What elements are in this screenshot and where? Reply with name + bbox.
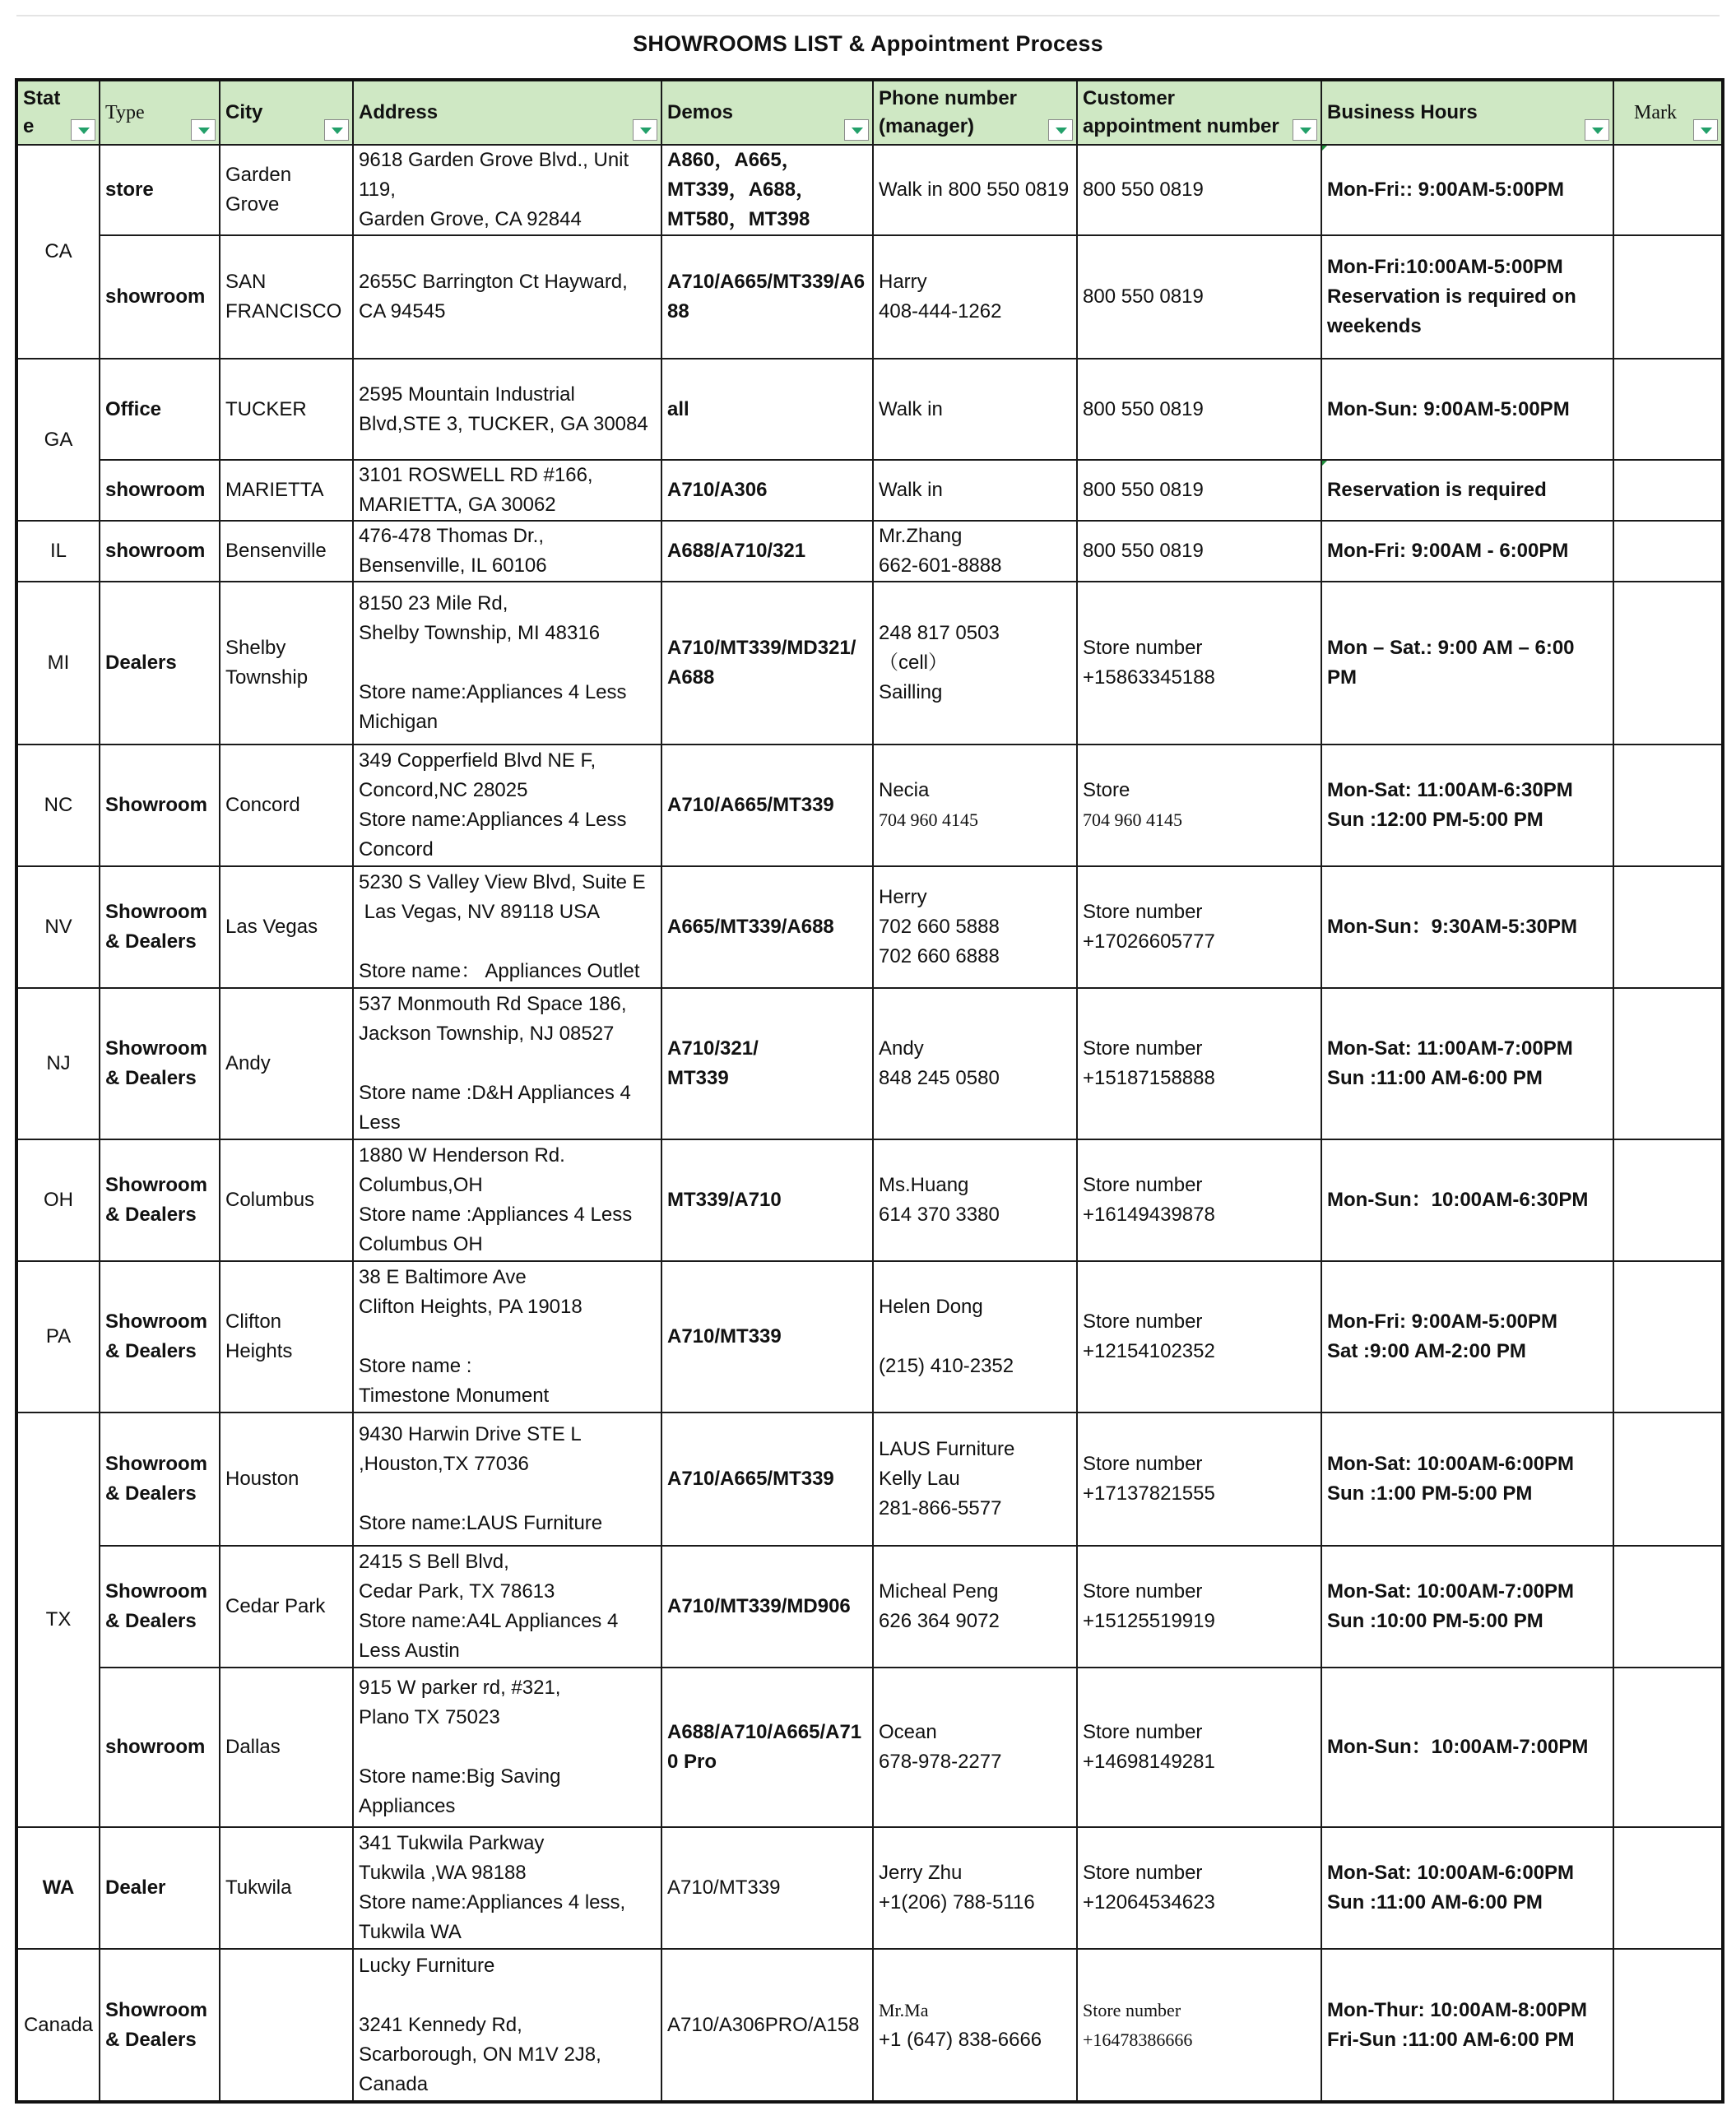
demos-cell: A710/MT339/MD321/A688 [661, 582, 873, 745]
hours-cell: Mon-Sun：9:30AM-5:30PM [1321, 866, 1613, 988]
mark-filter-dropdown-icon[interactable] [1693, 119, 1718, 141]
address-cell: 476-478 Thomas Dr., Bensenville, IL 60106 [353, 521, 661, 582]
table-row [16, 1139, 1723, 1261]
phone-cell: Helen Dong (215) 410-2352 [873, 1261, 1077, 1413]
address-cell: 2595 Mountain Industrial Blvd,STE 3, TUCKER, GA 30084 [353, 359, 661, 460]
phone-cell: Andy 848 245 0580 [873, 988, 1077, 1139]
table-row [16, 1546, 1723, 1668]
phone-cell: Ms.Huang 614 370 3380 [873, 1139, 1077, 1261]
table-row [16, 745, 1723, 866]
state-cell: IL [16, 521, 100, 582]
table-row [16, 1949, 1723, 2102]
address-filter-dropdown-icon[interactable] [633, 119, 657, 141]
customer-cell: Store number +15187158888 [1077, 988, 1321, 1139]
col-header-hours: Business Hours [1321, 80, 1613, 145]
demos-cell: A688/A710/A665/A710 Pro [661, 1668, 873, 1827]
showrooms-table [15, 78, 1724, 2104]
type-cell: Dealers [100, 582, 220, 745]
city-cell: Houston [220, 1413, 353, 1546]
col-header-mark: Mark [1613, 80, 1723, 145]
city-cell: Dallas [220, 1668, 353, 1827]
col-header-phone: Phone number (manager) [873, 80, 1077, 145]
mark-cell [1613, 1949, 1723, 2102]
city-cell: MARIETTA [220, 460, 353, 521]
table-row [16, 866, 1723, 988]
phone-cell: Herry 702 660 5888 702 660 6888 [873, 866, 1077, 988]
col-header-address: Address [353, 80, 661, 145]
address-cell: 2655C Barrington Ct Hayward, CA 94545 [353, 235, 661, 359]
mark-cell [1613, 521, 1723, 582]
hours-cell: Mon-Sun：10:00AM-6:30PM [1321, 1139, 1613, 1261]
address-cell: 537 Monmouth Rd Space 186, Jackson Township, NJ 08527 Store name :D&H Appliances 4 Less [353, 988, 661, 1139]
address-cell: 8150 23 Mile Rd, Shelby Township, MI 48316 Store name:Appliances 4 Less Michigan [353, 582, 661, 745]
state-cell: CA [16, 145, 100, 359]
address-cell: 915 W parker rd, #321, Plano TX 75023 Store name:Big Saving Appliances [353, 1668, 661, 1827]
state-cell: OH [16, 1139, 100, 1261]
state-cell: PA [16, 1261, 100, 1413]
hours-cell: Mon-Sat: 11:00AM-6:30PM Sun :12:00 PM-5:00 PM [1321, 745, 1613, 866]
customer-cell: Store number +16149439878 [1077, 1139, 1321, 1261]
state-cell: NC [16, 745, 100, 866]
type-cell: Showroom & Dealers [100, 1413, 220, 1546]
type-cell: Showroom & Dealers [100, 1546, 220, 1668]
mark-cell [1613, 1546, 1723, 1668]
mark-cell [1613, 460, 1723, 521]
demos-cell: A710/A306PRO/A158 [661, 1949, 873, 2102]
table-row [16, 460, 1723, 521]
state-cell: TX [16, 1413, 100, 1827]
customer-cell: Store number +12064534623 [1077, 1827, 1321, 1949]
mark-cell [1613, 1827, 1723, 1949]
phone-cell: Walk in [873, 359, 1077, 460]
state-cell: MI [16, 582, 100, 745]
table-row [16, 145, 1723, 235]
customer-cell: 800 550 0819 [1077, 521, 1321, 582]
demos-cell: A665/MT339/A688 [661, 866, 873, 988]
address-cell: 9618 Garden Grove Blvd., Unit 119, Garden Grove, CA 92844 [353, 145, 661, 235]
state-cell: NJ [16, 988, 100, 1139]
customer-cell: 800 550 0819 [1077, 460, 1321, 521]
type-cell: Showroom & Dealers [100, 1261, 220, 1413]
phone-cell: Mr.Zhang 662-601-8888 [873, 521, 1077, 582]
demos-cell: A860，A665， MT339，A688， MT580，MT398 [661, 145, 873, 235]
phone-cell: Walk in 800 550 0819 [873, 145, 1077, 235]
hours-cell: Mon-Thur: 10:00AM-8:00PM Fri-Sun :11:00 AM-6:00 PM [1321, 1949, 1613, 2102]
state-cell: NV [16, 866, 100, 988]
phone-cell: LAUS Furniture Kelly Lau 281-866-5577 [873, 1413, 1077, 1546]
table-row [16, 235, 1723, 359]
table-row [16, 988, 1723, 1139]
customer-cell: Store number +17137821555 [1077, 1413, 1321, 1546]
hours-cell: Mon-Fri: 9:00AM-5:00PM Sat :9:00 AM-2:00 PM [1321, 1261, 1613, 1413]
demos-cell: A710/A665/MT339/A688 [661, 235, 873, 359]
table-row [16, 359, 1723, 460]
table-row [16, 1261, 1723, 1413]
type-cell: Office [100, 359, 220, 460]
mark-cell [1613, 235, 1723, 359]
hours-cell: Mon-Sun：10:00AM-7:00PM [1321, 1668, 1613, 1827]
mark-cell [1613, 1413, 1723, 1546]
address-cell: 3101 ROSWELL RD #166, MARIETTA, GA 30062 [353, 460, 661, 521]
mark-cell [1613, 1261, 1723, 1413]
customer-cell: Store number +15863345188 [1077, 582, 1321, 745]
city-cell: Shelby Township [220, 582, 353, 745]
hours-filter-dropdown-icon[interactable] [1585, 119, 1609, 141]
mark-cell [1613, 582, 1723, 745]
type-cell: showroom [100, 235, 220, 359]
address-cell: 5230 S Valley View Blvd, Suite E Las Vegas, NV 89118 USA Store name： Appliances Outlet [353, 866, 661, 988]
demos-cell: all [661, 359, 873, 460]
type-cell: Dealer [100, 1827, 220, 1949]
phone-cell: Mr.Ma +1 (647) 838-6666 [873, 1949, 1077, 2102]
hours-cell: Mon-Sun: 9:00AM-5:00PM [1321, 359, 1613, 460]
city-cell: Cedar Park [220, 1546, 353, 1668]
address-cell: 349 Copperfield Blvd NE F, Concord,NC 28025 Store name:Appliances 4 Less Concord [353, 745, 661, 866]
phone-cell: Necia 704 960 4145 [873, 745, 1077, 866]
address-cell: 38 E Baltimore Ave Clifton Heights, PA 19018 Store name : Timestone Monument [353, 1261, 661, 1413]
type-cell: Showroom & Dealers [100, 1139, 220, 1261]
city-filter-dropdown-icon[interactable] [324, 119, 349, 141]
city-cell: Garden Grove [220, 145, 353, 235]
demos-cell: A710/A665/MT339 [661, 1413, 873, 1546]
table-row [16, 1827, 1723, 1949]
phone-cell: 248 817 0503 （cell） Sailling [873, 582, 1077, 745]
table-row [16, 582, 1723, 745]
mark-cell [1613, 1139, 1723, 1261]
type-cell: Showroom & Dealers [100, 988, 220, 1139]
hours-cell: Mon-Sat: 10:00AM-7:00PM Sun :10:00 PM-5:00 PM [1321, 1546, 1613, 1668]
customer-cell: Store number +17026605777 [1077, 866, 1321, 988]
customer-cell: Store number +14698149281 [1077, 1668, 1321, 1827]
type-cell: showroom [100, 1668, 220, 1827]
city-cell: SAN FRANCISCO [220, 235, 353, 359]
phone-cell: Harry 408-444-1262 [873, 235, 1077, 359]
mark-cell [1613, 988, 1723, 1139]
demos-cell: A710/A306 [661, 460, 873, 521]
table-row [16, 521, 1723, 582]
customer-cell: 800 550 0819 [1077, 145, 1321, 235]
demos-cell: A710/MT339 [661, 1827, 873, 1949]
type-cell: Showroom & Dealers [100, 1949, 220, 2102]
hours-cell: Reservation is required [1321, 460, 1613, 521]
mark-cell [1613, 145, 1723, 235]
col-header-state: State [16, 80, 100, 145]
hours-cell: Mon-Sat: 11:00AM-7:00PM Sun :11:00 AM-6:00 PM [1321, 988, 1613, 1139]
address-cell: 341 Tukwila Parkway Tukwila ,WA 98188 Store name:Appliances 4 less, Tukwila WA [353, 1827, 661, 1949]
col-header-type: Type [100, 80, 220, 145]
type-cell: showroom [100, 521, 220, 582]
city-cell: Bensenville [220, 521, 353, 582]
demos-cell: MT339/A710 [661, 1139, 873, 1261]
top-divider [16, 15, 1720, 16]
mark-cell [1613, 1668, 1723, 1827]
address-cell: 2415 S Bell Blvd, Cedar Park, TX 78613 Store name:A4L Appliances 4 Less Austin [353, 1546, 661, 1668]
customer-cell: Store number +15125519919 [1077, 1546, 1321, 1668]
customer-cell: 800 550 0819 [1077, 235, 1321, 359]
city-cell: Clifton Heights [220, 1261, 353, 1413]
city-cell [220, 1949, 353, 2102]
phone-filter-dropdown-icon[interactable] [1048, 119, 1073, 141]
phone-cell: Jerry Zhu +1(206) 788-5116 [873, 1827, 1077, 1949]
demos-cell: A710/A665/MT339 [661, 745, 873, 866]
header-row [16, 80, 1723, 145]
state-cell: GA [16, 359, 100, 521]
hours-cell: Mon-Sat: 10:00AM-6:00PM Sun :1:00 PM-5:00 PM [1321, 1413, 1613, 1546]
customer-cell: Store number +12154102352 [1077, 1261, 1321, 1413]
col-header-demos: Demos [661, 80, 873, 145]
type-filter-dropdown-icon[interactable] [191, 119, 216, 141]
type-cell: store [100, 145, 220, 235]
col-header-customer: Customer appointment number [1077, 80, 1321, 145]
city-cell: Concord [220, 745, 353, 866]
type-cell: Showroom & Dealers [100, 866, 220, 988]
city-cell: Las Vegas [220, 866, 353, 988]
type-cell: showroom [100, 460, 220, 521]
table-row [16, 1668, 1723, 1827]
hours-cell: Mon-Sat: 10:00AM-6:00PM Sun :11:00 AM-6:00 PM [1321, 1827, 1613, 1949]
city-cell: Andy [220, 988, 353, 1139]
state-cell: Canada [16, 1949, 100, 2102]
mark-cell [1613, 745, 1723, 866]
demos-filter-dropdown-icon[interactable] [844, 119, 869, 141]
state-filter-dropdown-icon[interactable] [71, 119, 95, 141]
hours-cell: Mon-Fri:: 9:00AM-5:00PM [1321, 145, 1613, 235]
phone-cell: Walk in [873, 460, 1077, 521]
city-cell: TUCKER [220, 359, 353, 460]
address-cell: 9430 Harwin Drive STE L ,Houston,TX 77036 Store name:LAUS Furniture [353, 1413, 661, 1546]
mark-cell [1613, 866, 1723, 988]
phone-cell: Ocean 678-978-2277 [873, 1668, 1077, 1827]
address-cell: Lucky Furniture 3241 Kennedy Rd, Scarborough, ON M1V 2J8, Canada [353, 1949, 661, 2102]
hours-cell: Mon – Sat.: 9:00 AM – 6:00 PM [1321, 582, 1613, 745]
type-cell: Showroom [100, 745, 220, 866]
demos-cell: A710/MT339/MD906 [661, 1546, 873, 1668]
city-cell: Columbus [220, 1139, 353, 1261]
customer-cell: 800 550 0819 [1077, 359, 1321, 460]
mark-cell [1613, 359, 1723, 460]
demos-cell: A710/321/ MT339 [661, 988, 873, 1139]
state-cell: WA [16, 1827, 100, 1949]
demos-cell: A710/MT339 [661, 1261, 873, 1413]
hours-cell: Mon-Fri: 9:00AM - 6:00PM [1321, 521, 1613, 582]
col-header-city: City [220, 80, 353, 145]
phone-cell: Micheal Peng 626 364 9072 [873, 1546, 1077, 1668]
customer-cell: Store number +16478386666 [1077, 1949, 1321, 2102]
hours-cell: Mon-Fri:10:00AM-5:00PM Reservation is required on weekends [1321, 235, 1613, 359]
customer-cell: Store 704 960 4145 [1077, 745, 1321, 866]
table-row [16, 1413, 1723, 1546]
demos-cell: A688/A710/321 [661, 521, 873, 582]
address-cell: 1880 W Henderson Rd. Columbus,OH Store name :Appliances 4 Less Columbus OH [353, 1139, 661, 1261]
sheet-title: SHOWROOMS LIST & Appointment Process [633, 31, 1103, 56]
customer-filter-dropdown-icon[interactable] [1293, 119, 1317, 141]
city-cell: Tukwila [220, 1827, 353, 1949]
